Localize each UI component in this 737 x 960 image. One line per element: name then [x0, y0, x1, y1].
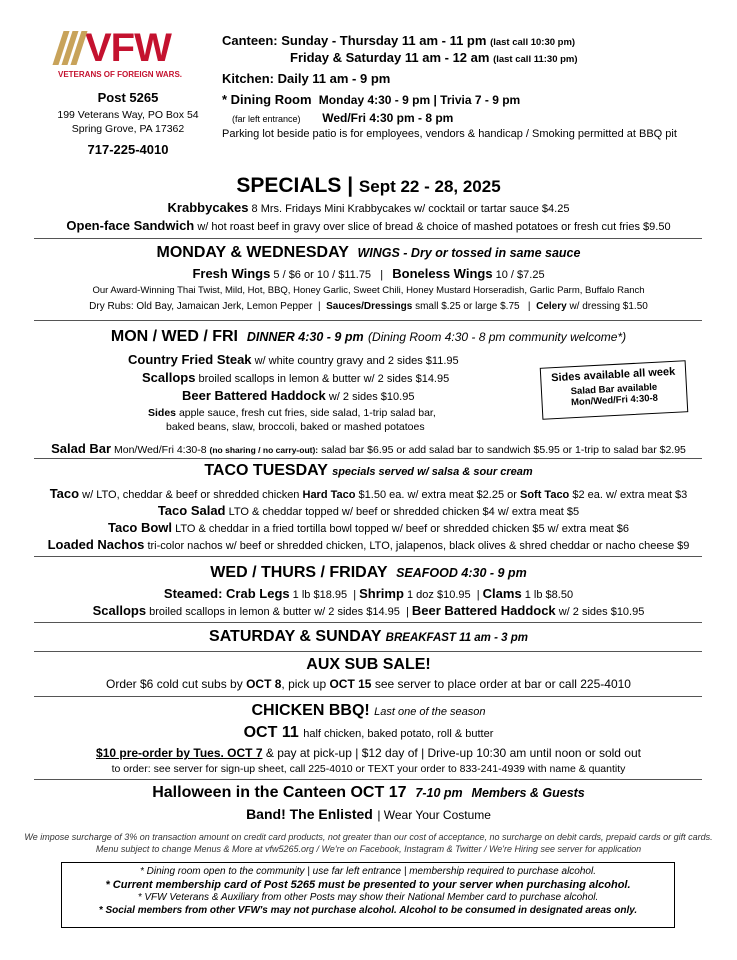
logo-stripes: [58, 31, 82, 65]
alcohol-notice-box: [61, 862, 675, 928]
canteen-hours-2: Friday & Saturday 11 am - 12 am (last call 11:30 pm): [290, 50, 578, 65]
aux-title: AUX SUB SALE!: [306, 656, 431, 673]
sandwich-item: Open-face Sandwich w/ hot roast beef in gravy over slice of bread & choice of mashed potatoes or fresh cut fries $9.50: [66, 218, 671, 233]
logo-subtitle: VETERANS OF FOREIGN WARS.: [58, 70, 183, 79]
wing-extras: Dry Rubs: Old Bay, Jamaican Jerk, Lemon Pepper | Sauces/Dressings small $.25 or large $.75 | Celery w/ dressing $1.50: [89, 301, 648, 312]
notice-line-2: * Current membership card of Post 5265 must be presented to your server when purchasing alcohol.: [105, 878, 631, 891]
bbq-preorder: $10 pre-order by Tues. OCT 7 & pay at pick-up | $12 day of | Drive-up 10:30 am until noon or sold out: [96, 746, 641, 760]
menu-subject-note: Menu subject to change Menus & More at vfw5265.org / We're on Facebook, Instagram & Twitter / We're Hiring see server for application: [95, 844, 642, 854]
canteen-hours-1: Canteen: Sunday - Thursday 11 am - 11 pm (last call 10:30 pm): [222, 33, 576, 48]
taco-bowl-item: Taco Bowl LTO & cheddar in a fried tortilla bowl topped w/ beef or shredded chicken $5 w/ extra meat $6: [107, 520, 629, 535]
breakfast-title: SATURDAY & SUNDAY BREAKFAST 11 am - 3 pm: [209, 628, 528, 645]
vfw-logo-mark: [58, 26, 198, 70]
sides-list: Sides apple sauce, fresh cut fries, side salad, 1-trip salad bar,: [148, 407, 436, 419]
surcharge-note: We impose surcharge of 3% on transaction amount on credit card products, not greater than our cost of acceptance, no surcharge on debit cards, prepaid cards or gift cards.: [24, 832, 713, 842]
parking-note: Parking lot beside patio is for employees, vendors & handicap / Smoking permitted at BBQ pit: [222, 128, 677, 140]
seafood-items: Steamed: Crab Legs 1 lb $18.95 | Shrimp 1 doz $10.95 | Clams 1 lb $8.50: [163, 586, 574, 601]
divider: [34, 779, 702, 780]
bbq-order-info: to order: see server for sign-up sheet, call 225-4010 or TEXT your order to 833-241-4939 with name & quantity: [111, 763, 626, 775]
bbq-date: OCT 11 half chicken, baked potato, roll & butter: [243, 724, 494, 741]
specials-title: SPECIALS | Sept 22 - 28, 2025: [236, 174, 501, 197]
aux-details: Order $6 cold cut subs by OCT 8, pick up OCT 15 see server to place order at bar or call 225-4010: [106, 677, 631, 691]
divider: [34, 556, 702, 557]
taco-salad-item: Taco Salad LTO & cheddar topped w/ beef or shredded chicken $4 w/ extra meat $5: [157, 503, 580, 518]
notice-line-1: * Dining room open to the community | use far left entrance | membership required to purchase alcohol.: [140, 866, 596, 877]
sides-callout-box: Sides available all week Salad Bar available Mon/Wed/Fri 4:30-8: [540, 360, 689, 420]
taco-title: TACO TUESDAY specials served w/ salsa & sour cream: [204, 462, 533, 479]
seafood-items-2: Scallops broiled scallops in lemon & butter w/ 2 sides $14.95 | Beer Battered Haddock w/ 2 sides $10.95: [92, 603, 645, 618]
nachos-item: Loaded Nachos tri-color nachos w/ beef or shredded chicken, LTO, jalapenos, black olives & shred cheddar or nacho cheese $9: [47, 537, 690, 552]
dining-hours-2: (far left entrance) Wed/Fri 4:30 pm - 8 pm: [232, 111, 454, 125]
salad-bar-item: Salad Bar Mon/Wed/Fri 4:30-8 (no sharing / no carry-out): salad bar $6.95 or add salad bar to sandwich $5.95 or 1-trip to salad bar $2.95: [51, 441, 686, 456]
kitchen-hours: Kitchen: Daily 11 am - 9 pm: [222, 71, 391, 86]
address-line-1: 199 Veterans Way, PO Box 54: [57, 109, 199, 121]
divider: [34, 696, 702, 697]
logo-letters: VFW: [85, 26, 171, 70]
dinner-scallops-item: Scallops broiled scallops in lemon & butter w/ 2 sides $14.95: [142, 370, 450, 385]
sides-list-2: baked beans, slaw, broccoli, baked or mashed potatoes: [166, 421, 425, 433]
monwed-title: MONDAY & WEDNESDAY WINGS - Dry or tossed in same sauce: [156, 244, 581, 261]
divider: [34, 238, 702, 239]
wings-prices: Fresh Wings 5 / $6 or 10 / $11.75 | Boneless Wings 10 / $7.25: [192, 266, 545, 281]
post-number: Post 5265: [97, 90, 159, 105]
bbq-title: CHICKEN BBQ! Last one of the season: [251, 702, 486, 719]
address-line-2: Spring Grove, PA 17362: [71, 123, 185, 135]
divider: [34, 320, 702, 321]
divider: [34, 458, 702, 459]
dinner-title: MON / WED / FRI DINNER 4:30 - 9 pm (Dining Room 4:30 - 8 pm community welcome*): [110, 328, 627, 345]
wing-flavors: Our Award-Winning Thai Twist, Mild, Hot, BBQ, Honey Garlic, Sweet Chili, Honey Mustard Horseradish, Garlic Parm, Buffalo Ranch: [92, 285, 645, 296]
seafood-title: WED / THURS / FRIDAY SEAFOOD 4:30 - 9 pm: [210, 564, 527, 581]
phone-number: 717-225-4010: [87, 142, 169, 157]
divider: [34, 622, 702, 623]
vfw-logo: [58, 26, 198, 79]
notice-line-3: * VFW Veterans & Auxiliary from other Posts may show their National Member card to purchase alcohol.: [137, 892, 599, 903]
dinner-haddock-item: Beer Battered Haddock w/ 2 sides $10.95: [182, 388, 415, 403]
taco-item: Taco w/ LTO, cheddar & beef or shredded chicken Hard Taco $1.50 ea. w/ extra meat $2.25 or Soft Taco $2 ea. w/ extra meat $3: [49, 486, 688, 501]
steak-item: Country Fried Steak w/ white country gravy and 2 sides $11.95: [128, 352, 459, 367]
dining-hours-1: * Dining Room Monday 4:30 - 9 pm | Trivia 7 - 9 pm: [222, 92, 521, 107]
divider: [34, 651, 702, 652]
krabbycakes-item: Krabbycakes 8 Mrs. Fridays Mini Krabbycakes w/ cocktail or tartar sauce $4.25: [167, 200, 570, 215]
halloween-band: Band! The Enlisted | Wear Your Costume: [246, 806, 491, 822]
halloween-title: Halloween in the Canteen OCT 17 7-10 pm Members & Guests: [152, 784, 585, 801]
notice-line-4: * Social members from other VFW's may not purchase alcohol. Alcohol to be consumed in designated areas only.: [98, 904, 638, 916]
